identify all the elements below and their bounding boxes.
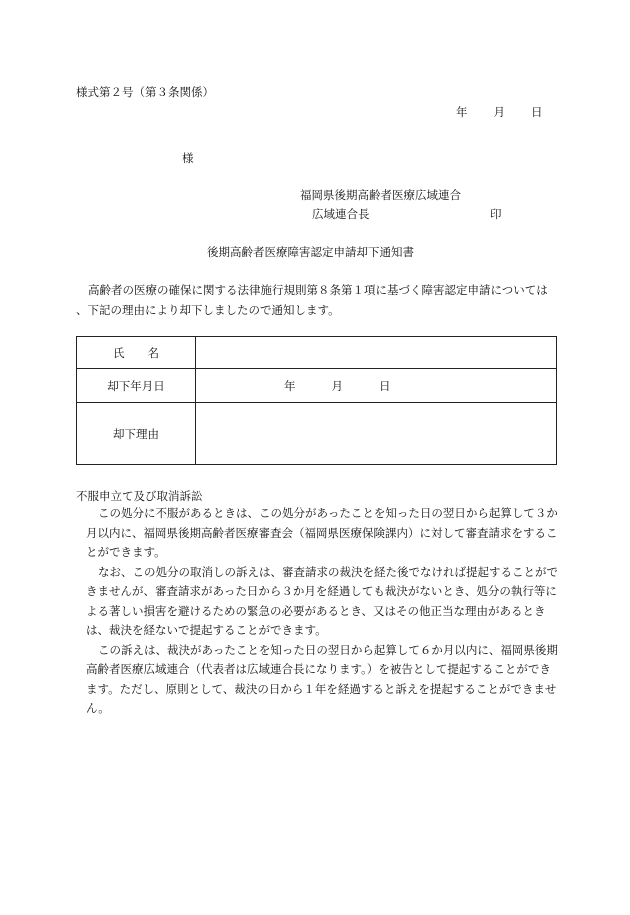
table-row-date: [77, 369, 557, 403]
rejection-date-label: 却下年月日: [77, 369, 196, 403]
document-title: 後期高齢者医療障害認定申請却下通知書: [207, 245, 414, 259]
notice-table: [76, 336, 557, 465]
name-label: 氏 名: [77, 337, 196, 369]
table-row-name: [77, 337, 557, 369]
rejection-day: 日: [379, 378, 391, 393]
appeal-paragraph-2: なお、この処分の取消しの訴えは、審査請求の裁決を経た後でなければ提起することができませんが、審査請求があった日から３か月を経過しても裁決がないとき、処分の執行等による著しい損害を避けるための緊急の必要があるとき、又はその他正当な理由があるときは、裁決を経ないで提起することができます。: [86, 564, 558, 637]
rejection-reason-label: 却下理由: [77, 403, 196, 465]
intro-line-2: 、下記の理由により却下しましたので通知します。: [76, 303, 340, 317]
appeal-heading: 不服申立て及び取消訴訟: [76, 489, 203, 503]
appeal-paragraph-3: この訴えは、裁決があったことを知った日の翌日から起算して６か月以内に、福岡県後期高齢者医療広域連合（代表者は広域連合長になります。）を被告として提起することができます。ただし、原則として、裁決の日から１年を経過すると訴えを提起することができません。: [86, 642, 558, 715]
date-day: 日: [531, 105, 543, 119]
addressee-suffix: 様: [182, 151, 194, 165]
table-row-reason: [77, 403, 557, 465]
appeal-body: [86, 504, 558, 719]
sender-title: 広域連合長: [312, 207, 370, 221]
sender-organization: 福岡県後期高齢者医療広域連合: [300, 188, 461, 202]
intro-paragraph: [76, 280, 558, 320]
rejection-year: 年: [284, 378, 296, 393]
name-value: [196, 337, 557, 369]
rejection-month: 月: [331, 378, 343, 393]
intro-line-1: 高齢者の医療の確保に関する法律施行規則第８条第１項に基づく障害認定申請については: [88, 283, 548, 297]
rejection-date-value: [196, 369, 557, 403]
date-month: 月: [493, 105, 505, 119]
seal-mark: 印: [490, 207, 502, 221]
appeal-paragraph-1: この処分に不服があるときは、この処分があったことを知った日の翌日から起算して３か月以内に、福岡県後期高齢者医療審査会（福岡県医療保険課内）に対して審査請求をすることができます。: [86, 506, 558, 559]
issue-date: [456, 104, 543, 120]
form-number: 様式第２号（第３条関係）: [76, 85, 214, 99]
rejection-reason-value: [196, 403, 557, 465]
date-year: 年: [456, 105, 468, 119]
